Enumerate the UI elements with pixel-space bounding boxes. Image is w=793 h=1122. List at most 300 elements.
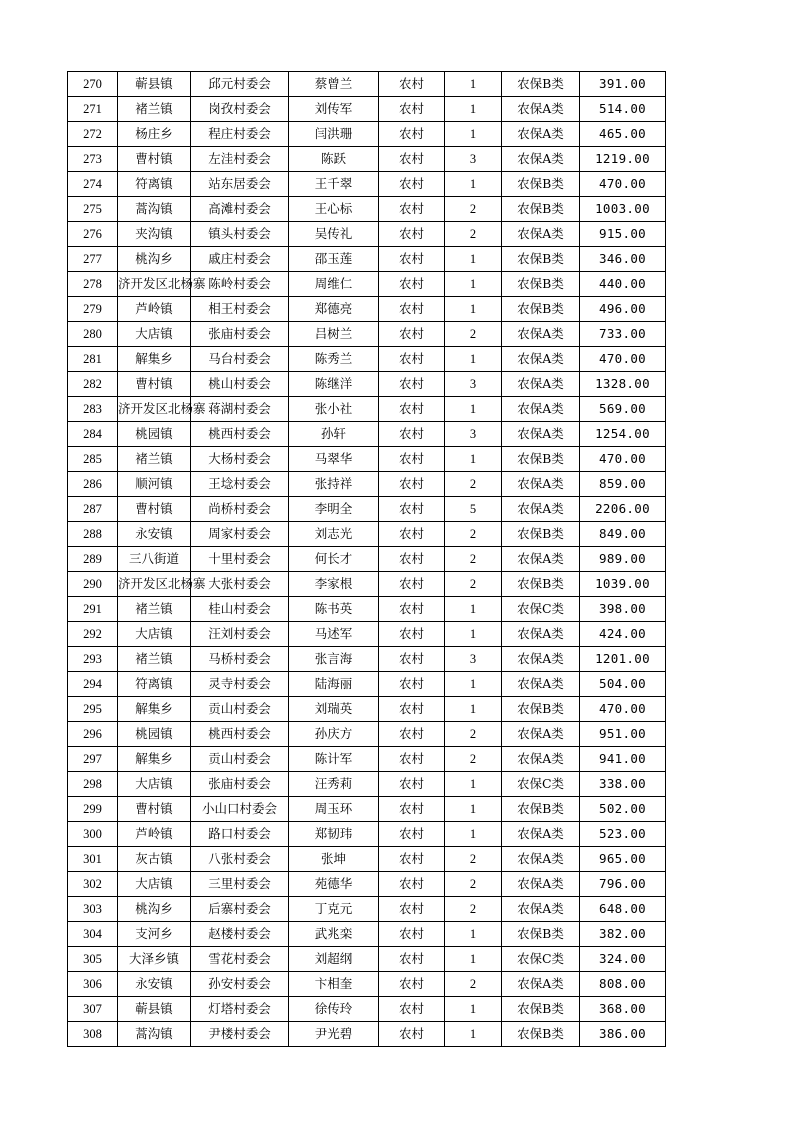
category-cell: 农保A类 [502, 322, 580, 347]
category-cell: 农保B类 [502, 197, 580, 222]
table-row [68, 672, 666, 697]
person-name-cell: 丁克元 [289, 897, 379, 922]
household-type-cell: 农村 [379, 422, 445, 447]
amount-cell: 346.00 [580, 247, 666, 272]
town-cell: 大店镇 [118, 622, 191, 647]
table-row [68, 347, 666, 372]
table-row [68, 747, 666, 772]
committee-cell: 赵楼村委会 [191, 922, 289, 947]
person-name-cell: 李明全 [289, 497, 379, 522]
member-count-cell: 1 [445, 922, 502, 947]
row-number: 276 [68, 222, 118, 247]
committee-cell: 相王村委会 [191, 297, 289, 322]
table-row [68, 172, 666, 197]
committee-cell: 尚桥村委会 [191, 497, 289, 522]
category-cell: 农保B类 [502, 247, 580, 272]
committee-cell: 桃西村委会 [191, 722, 289, 747]
household-type-cell: 农村 [379, 572, 445, 597]
row-number: 289 [68, 547, 118, 572]
town-cell: 桃园镇 [118, 422, 191, 447]
table-row [68, 847, 666, 872]
town-cell: 蕲县镇 [118, 72, 191, 97]
committee-cell: 雪花村委会 [191, 947, 289, 972]
town-cell: 符离镇 [118, 172, 191, 197]
committee-cell: 高滩村委会 [191, 197, 289, 222]
town-cell: 曹村镇 [118, 147, 191, 172]
household-type-cell: 农村 [379, 372, 445, 397]
person-name-cell: 孙庆方 [289, 722, 379, 747]
category-cell: 农保A类 [502, 222, 580, 247]
household-type-cell: 农村 [379, 922, 445, 947]
amount-cell: 1003.00 [580, 197, 666, 222]
member-count-cell: 1 [445, 72, 502, 97]
town-cell: 顺河镇 [118, 472, 191, 497]
table-row [68, 147, 666, 172]
household-type-cell: 农村 [379, 872, 445, 897]
amount-cell: 324.00 [580, 947, 666, 972]
committee-cell: 八张村委会 [191, 847, 289, 872]
member-count-cell: 1 [445, 122, 502, 147]
person-name-cell: 张持祥 [289, 472, 379, 497]
person-name-cell: 陈继洋 [289, 372, 379, 397]
member-count-cell: 3 [445, 422, 502, 447]
committee-cell: 马台村委会 [191, 347, 289, 372]
row-number: 278 [68, 272, 118, 297]
category-cell: 农保B类 [502, 1022, 580, 1047]
town-cell: 济开发区北杨寨 [118, 397, 191, 422]
member-count-cell: 1 [445, 772, 502, 797]
committee-cell: 桃山村委会 [191, 372, 289, 397]
category-cell: 农保B类 [502, 697, 580, 722]
town-cell: 符离镇 [118, 672, 191, 697]
table-row [68, 372, 666, 397]
row-number: 290 [68, 572, 118, 597]
committee-cell: 马桥村委会 [191, 647, 289, 672]
table-row [68, 722, 666, 747]
household-type-cell: 农村 [379, 297, 445, 322]
person-name-cell: 何长才 [289, 547, 379, 572]
town-cell: 芦岭镇 [118, 297, 191, 322]
table-row [68, 822, 666, 847]
committee-cell: 十里村委会 [191, 547, 289, 572]
town-cell: 大店镇 [118, 322, 191, 347]
row-number: 292 [68, 622, 118, 647]
table-row [68, 972, 666, 997]
committee-cell: 孙安村委会 [191, 972, 289, 997]
household-type-cell: 农村 [379, 647, 445, 672]
committee-cell: 桃西村委会 [191, 422, 289, 447]
row-number: 280 [68, 322, 118, 347]
table-row [68, 422, 666, 447]
row-number: 303 [68, 897, 118, 922]
household-type-cell: 农村 [379, 597, 445, 622]
category-cell: 农保A类 [502, 397, 580, 422]
category-cell: 农保A类 [502, 822, 580, 847]
member-count-cell: 1 [445, 697, 502, 722]
row-number: 282 [68, 372, 118, 397]
amount-cell: 514.00 [580, 97, 666, 122]
member-count-cell: 3 [445, 147, 502, 172]
row-number: 279 [68, 297, 118, 322]
category-cell: 农保A类 [502, 972, 580, 997]
row-number: 300 [68, 822, 118, 847]
amount-cell: 951.00 [580, 722, 666, 747]
category-cell: 农保A类 [502, 647, 580, 672]
member-count-cell: 1 [445, 622, 502, 647]
amount-cell: 470.00 [580, 447, 666, 472]
table-row [68, 322, 666, 347]
category-cell: 农保B类 [502, 572, 580, 597]
committee-cell: 张庙村委会 [191, 322, 289, 347]
town-cell: 大店镇 [118, 772, 191, 797]
table-row [68, 97, 666, 122]
amount-cell: 1254.00 [580, 422, 666, 447]
table-row [68, 872, 666, 897]
category-cell: 农保B类 [502, 447, 580, 472]
member-count-cell: 2 [445, 222, 502, 247]
household-type-cell: 农村 [379, 247, 445, 272]
town-cell: 桃园镇 [118, 722, 191, 747]
committee-cell: 灵寺村委会 [191, 672, 289, 697]
roster-table [67, 71, 666, 1047]
town-cell: 永安镇 [118, 522, 191, 547]
household-type-cell: 农村 [379, 722, 445, 747]
amount-cell: 796.00 [580, 872, 666, 897]
town-cell: 大店镇 [118, 872, 191, 897]
amount-cell: 465.00 [580, 122, 666, 147]
household-type-cell: 农村 [379, 547, 445, 572]
member-count-cell: 3 [445, 372, 502, 397]
member-count-cell: 2 [445, 722, 502, 747]
member-count-cell: 2 [445, 972, 502, 997]
committee-cell: 邱元村委会 [191, 72, 289, 97]
category-cell: 农保B类 [502, 997, 580, 1022]
member-count-cell: 1 [445, 347, 502, 372]
member-count-cell: 2 [445, 747, 502, 772]
committee-cell: 大杨村委会 [191, 447, 289, 472]
amount-cell: 424.00 [580, 622, 666, 647]
amount-cell: 965.00 [580, 847, 666, 872]
row-number: 301 [68, 847, 118, 872]
category-cell: 农保B类 [502, 297, 580, 322]
town-cell: 解集乡 [118, 747, 191, 772]
committee-cell: 小山口村委会 [191, 797, 289, 822]
member-count-cell: 2 [445, 897, 502, 922]
person-name-cell: 郑韧玮 [289, 822, 379, 847]
person-name-cell: 马翠华 [289, 447, 379, 472]
household-type-cell: 农村 [379, 747, 445, 772]
town-cell: 杨庄乡 [118, 122, 191, 147]
row-number: 270 [68, 72, 118, 97]
table-row [68, 272, 666, 297]
category-cell: 农保B类 [502, 922, 580, 947]
person-name-cell: 王心标 [289, 197, 379, 222]
amount-cell: 386.00 [580, 1022, 666, 1047]
person-name-cell: 邵玉莲 [289, 247, 379, 272]
town-cell: 济开发区北杨寨 [118, 572, 191, 597]
committee-cell: 岗孜村委会 [191, 97, 289, 122]
committee-cell: 站东居委会 [191, 172, 289, 197]
row-number: 293 [68, 647, 118, 672]
committee-cell: 镇头村委会 [191, 222, 289, 247]
row-number: 291 [68, 597, 118, 622]
table-row [68, 622, 666, 647]
row-number: 298 [68, 772, 118, 797]
table-row [68, 772, 666, 797]
row-number: 308 [68, 1022, 118, 1047]
category-cell: 农保C类 [502, 772, 580, 797]
member-count-cell: 1 [445, 172, 502, 197]
committee-cell: 后寨村委会 [191, 897, 289, 922]
table-row [68, 797, 666, 822]
person-name-cell: 吕树兰 [289, 322, 379, 347]
table-row [68, 247, 666, 272]
amount-cell: 398.00 [580, 597, 666, 622]
category-cell: 农保A类 [502, 872, 580, 897]
committee-cell: 蒋湖村委会 [191, 397, 289, 422]
town-cell: 蕲县镇 [118, 997, 191, 1022]
category-cell: 农保A类 [502, 472, 580, 497]
member-count-cell: 1 [445, 672, 502, 697]
household-type-cell: 农村 [379, 272, 445, 297]
household-type-cell: 农村 [379, 172, 445, 197]
household-type-cell: 农村 [379, 947, 445, 972]
member-count-cell: 2 [445, 322, 502, 347]
member-count-cell: 2 [445, 197, 502, 222]
table-row [68, 647, 666, 672]
person-name-cell: 汪秀莉 [289, 772, 379, 797]
row-number: 272 [68, 122, 118, 147]
row-number: 294 [68, 672, 118, 697]
amount-cell: 470.00 [580, 347, 666, 372]
town-cell: 蒿沟镇 [118, 1022, 191, 1047]
person-name-cell: 卞相奎 [289, 972, 379, 997]
table-row [68, 522, 666, 547]
town-cell: 灰古镇 [118, 847, 191, 872]
row-number: 305 [68, 947, 118, 972]
category-cell: 农保A类 [502, 497, 580, 522]
amount-cell: 391.00 [580, 72, 666, 97]
amount-cell: 733.00 [580, 322, 666, 347]
row-number: 285 [68, 447, 118, 472]
member-count-cell: 2 [445, 522, 502, 547]
amount-cell: 470.00 [580, 697, 666, 722]
category-cell: 农保A类 [502, 547, 580, 572]
town-cell: 蒿沟镇 [118, 197, 191, 222]
person-name-cell: 陈秀兰 [289, 347, 379, 372]
amount-cell: 569.00 [580, 397, 666, 422]
person-name-cell: 刘瑞英 [289, 697, 379, 722]
household-type-cell: 农村 [379, 522, 445, 547]
category-cell: 农保A类 [502, 97, 580, 122]
household-type-cell: 农村 [379, 672, 445, 697]
table-row [68, 197, 666, 222]
member-count-cell: 1 [445, 797, 502, 822]
town-cell: 桃沟乡 [118, 897, 191, 922]
amount-cell: 2206.00 [580, 497, 666, 522]
town-cell: 济开发区北杨寨 [118, 272, 191, 297]
member-count-cell: 1 [445, 597, 502, 622]
row-number: 307 [68, 997, 118, 1022]
committee-cell: 戚庄村委会 [191, 247, 289, 272]
row-number: 304 [68, 922, 118, 947]
person-name-cell: 孙轩 [289, 422, 379, 447]
member-count-cell: 1 [445, 297, 502, 322]
category-cell: 农保A类 [502, 847, 580, 872]
household-type-cell: 农村 [379, 1022, 445, 1047]
table-row [68, 572, 666, 597]
town-cell: 永安镇 [118, 972, 191, 997]
category-cell: 农保A类 [502, 672, 580, 697]
committee-cell: 汪刘村委会 [191, 622, 289, 647]
person-name-cell: 尹光碧 [289, 1022, 379, 1047]
member-count-cell: 5 [445, 497, 502, 522]
committee-cell: 大张村委会 [191, 572, 289, 597]
row-number: 271 [68, 97, 118, 122]
amount-cell: 1328.00 [580, 372, 666, 397]
household-type-cell: 农村 [379, 472, 445, 497]
committee-cell: 贡山村委会 [191, 747, 289, 772]
person-name-cell: 张小社 [289, 397, 379, 422]
committee-cell: 路口村委会 [191, 822, 289, 847]
table-row [68, 222, 666, 247]
committee-cell: 张庙村委会 [191, 772, 289, 797]
amount-cell: 648.00 [580, 897, 666, 922]
person-name-cell: 张坤 [289, 847, 379, 872]
town-cell: 解集乡 [118, 697, 191, 722]
table-row [68, 697, 666, 722]
member-count-cell: 1 [445, 247, 502, 272]
amount-cell: 808.00 [580, 972, 666, 997]
member-count-cell: 1 [445, 397, 502, 422]
household-type-cell: 农村 [379, 147, 445, 172]
household-type-cell: 农村 [379, 822, 445, 847]
table-row [68, 447, 666, 472]
amount-cell: 915.00 [580, 222, 666, 247]
committee-cell: 桂山村委会 [191, 597, 289, 622]
member-count-cell: 1 [445, 447, 502, 472]
member-count-cell: 2 [445, 872, 502, 897]
household-type-cell: 农村 [379, 197, 445, 222]
person-name-cell: 李家根 [289, 572, 379, 597]
town-cell: 桃沟乡 [118, 247, 191, 272]
amount-cell: 496.00 [580, 297, 666, 322]
category-cell: 农保A类 [502, 422, 580, 447]
table-row [68, 472, 666, 497]
person-name-cell: 陈计军 [289, 747, 379, 772]
town-cell: 曹村镇 [118, 372, 191, 397]
committee-cell: 尹楼村委会 [191, 1022, 289, 1047]
household-type-cell: 农村 [379, 97, 445, 122]
person-name-cell: 张言海 [289, 647, 379, 672]
town-cell: 曹村镇 [118, 497, 191, 522]
roster-body [68, 72, 666, 1047]
town-cell: 支河乡 [118, 922, 191, 947]
category-cell: 农保B类 [502, 522, 580, 547]
member-count-cell: 1 [445, 97, 502, 122]
row-number: 283 [68, 397, 118, 422]
committee-cell: 左洼村委会 [191, 147, 289, 172]
amount-cell: 1201.00 [580, 647, 666, 672]
amount-cell: 859.00 [580, 472, 666, 497]
town-cell: 褚兰镇 [118, 647, 191, 672]
person-name-cell: 周维仁 [289, 272, 379, 297]
amount-cell: 502.00 [580, 797, 666, 822]
category-cell: 农保B类 [502, 72, 580, 97]
town-cell: 曹村镇 [118, 797, 191, 822]
row-number: 275 [68, 197, 118, 222]
amount-cell: 941.00 [580, 747, 666, 772]
amount-cell: 1219.00 [580, 147, 666, 172]
row-number: 288 [68, 522, 118, 547]
member-count-cell: 2 [445, 547, 502, 572]
town-cell: 褚兰镇 [118, 597, 191, 622]
row-number: 306 [68, 972, 118, 997]
committee-cell: 灯塔村委会 [191, 997, 289, 1022]
person-name-cell: 陈书英 [289, 597, 379, 622]
household-type-cell: 农村 [379, 772, 445, 797]
category-cell: 农保A类 [502, 897, 580, 922]
amount-cell: 368.00 [580, 997, 666, 1022]
town-cell: 褚兰镇 [118, 97, 191, 122]
town-cell: 三八街道 [118, 547, 191, 572]
household-type-cell: 农村 [379, 797, 445, 822]
category-cell: 农保A类 [502, 747, 580, 772]
row-number: 277 [68, 247, 118, 272]
amount-cell: 504.00 [580, 672, 666, 697]
amount-cell: 523.00 [580, 822, 666, 847]
household-type-cell: 农村 [379, 222, 445, 247]
category-cell: 农保B类 [502, 272, 580, 297]
person-name-cell: 苑德华 [289, 872, 379, 897]
table-row [68, 72, 666, 97]
amount-cell: 1039.00 [580, 572, 666, 597]
person-name-cell: 陈跃 [289, 147, 379, 172]
member-count-cell: 1 [445, 1022, 502, 1047]
committee-cell: 三里村委会 [191, 872, 289, 897]
row-number: 299 [68, 797, 118, 822]
household-type-cell: 农村 [379, 447, 445, 472]
town-cell: 夹沟镇 [118, 222, 191, 247]
person-name-cell: 王千翠 [289, 172, 379, 197]
person-name-cell: 蔡曾兰 [289, 72, 379, 97]
table-row [68, 547, 666, 572]
town-cell: 褚兰镇 [118, 447, 191, 472]
person-name-cell: 周玉环 [289, 797, 379, 822]
row-number: 302 [68, 872, 118, 897]
person-name-cell: 刘传军 [289, 97, 379, 122]
committee-cell: 程庄村委会 [191, 122, 289, 147]
town-cell: 芦岭镇 [118, 822, 191, 847]
person-name-cell: 闫洪珊 [289, 122, 379, 147]
person-name-cell: 徐传玲 [289, 997, 379, 1022]
category-cell: 农保A类 [502, 372, 580, 397]
person-name-cell: 郑德亮 [289, 297, 379, 322]
person-name-cell: 吴传礼 [289, 222, 379, 247]
row-number: 297 [68, 747, 118, 772]
table-row [68, 922, 666, 947]
table-row [68, 997, 666, 1022]
household-type-cell: 农村 [379, 847, 445, 872]
committee-cell: 贡山村委会 [191, 697, 289, 722]
row-number: 295 [68, 697, 118, 722]
household-type-cell: 农村 [379, 122, 445, 147]
committee-cell: 周家村委会 [191, 522, 289, 547]
household-type-cell: 农村 [379, 622, 445, 647]
amount-cell: 470.00 [580, 172, 666, 197]
table-row [68, 497, 666, 522]
amount-cell: 382.00 [580, 922, 666, 947]
